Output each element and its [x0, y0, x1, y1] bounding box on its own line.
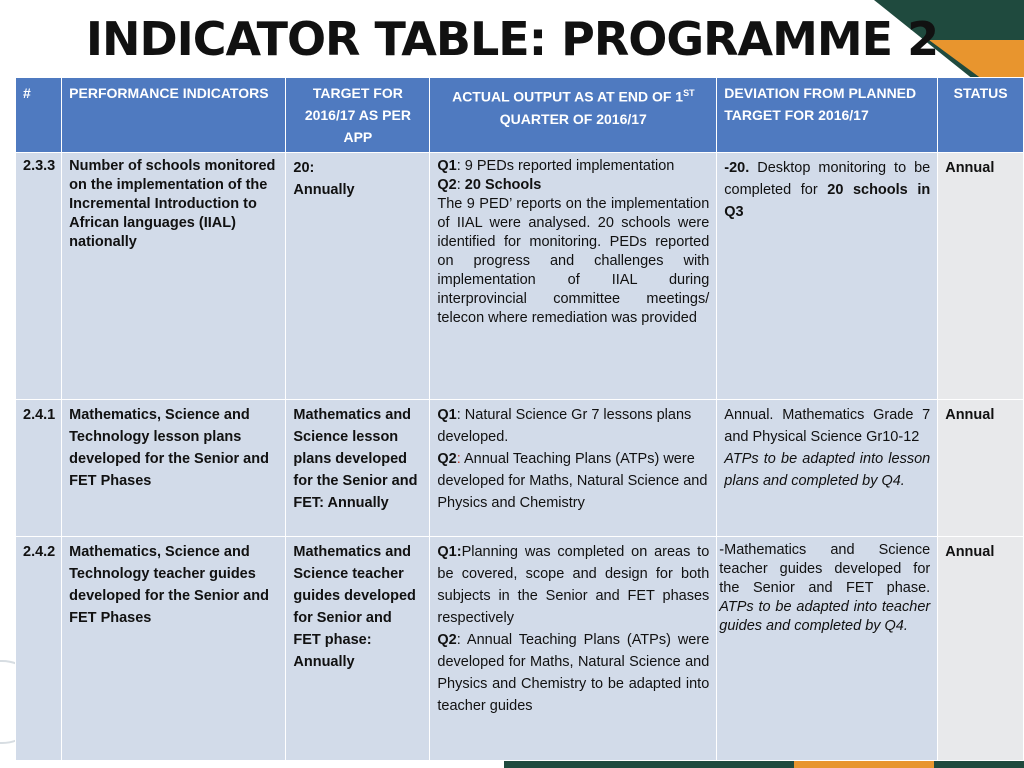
header-indicators: PERFORMANCE INDICATORS [62, 78, 286, 153]
header-num: # [16, 78, 62, 153]
q1-text: : 9 PEDs reported implementation [456, 158, 675, 174]
header-actual-b: QUARTER OF 2016/17 [499, 110, 647, 127]
q2-label: Q2 [437, 632, 457, 648]
row-indicator: Number of schools monitored on the implementation of the Incremental Introduction to African languages (IIAL) nationally [62, 153, 286, 400]
dev-text: Annual. Mathematics Grade 7 and Physical Science Gr10-12 [724, 407, 931, 445]
row-target-b: Annually [293, 182, 355, 198]
row-actual [430, 537, 717, 761]
header-deviation: DEVIATION FROM PLANNED TARGET FOR 2016/17 [717, 78, 938, 153]
row-num: 2.3.3 [16, 153, 62, 400]
q1-text: Planning was completed on areas to be covered, scope and design for both subjects in the Senior and FET phases respectively [437, 544, 710, 626]
row-status: Annual [938, 153, 1024, 400]
row-status: Annual [938, 400, 1024, 537]
q2-sep: : [456, 177, 465, 193]
page-title: INDICATOR TABLE: PROGRAMME 2 [85, 12, 939, 66]
row-num: 2.4.1 [16, 400, 62, 537]
table-header-row [16, 78, 1024, 153]
decorative-bottom-orange [794, 760, 934, 768]
header-target: TARGET FOR 2016/17 AS PER APP [286, 78, 430, 153]
table-row [16, 153, 1024, 400]
header-actual-a: ACTUAL OUTPUT AS AT END OF 1 [452, 88, 684, 105]
decorative-bottom-band [504, 760, 1024, 768]
q2-label: Q2 [437, 451, 457, 467]
dev-text: -Mathematics and Science teacher guides developed for the Senior and FET phase. [719, 542, 931, 596]
q2-bold: 20 Schools [464, 177, 542, 193]
dev-italic: ATPs to be adapted into lesson plans and completed by Q4. [724, 451, 931, 489]
row-indicator: Mathematics, Science and Technology teacher guides developed for the Senior and FET Phases [62, 537, 286, 761]
table-row [16, 400, 1024, 537]
q1-label: Q1 [437, 407, 457, 423]
q2-sep: : [456, 451, 461, 467]
header-actual [430, 78, 717, 153]
q2-text: Annual Teaching Plans (ATPs) were developed for Maths, Natural Science and Physics and Chemistry [437, 451, 708, 511]
header-actual-sup: ST [683, 88, 695, 98]
row-deviation [717, 153, 938, 400]
q1-text: : Natural Science Gr 7 lessons plans developed. [437, 407, 692, 445]
q2-label: Q2 [437, 177, 457, 193]
dev-bold2: 20 schools in Q3 [724, 182, 931, 220]
q1-label: Q1 [437, 158, 457, 174]
row-target-a: 20: [293, 160, 315, 176]
q1-label: Q1: [437, 544, 462, 560]
row-deviation [717, 537, 938, 761]
dev-italic: ATPs to be adapted into teacher guides and completed by Q4. [719, 599, 931, 634]
row-num: 2.4.2 [16, 537, 62, 761]
table-row [16, 537, 1024, 761]
dev-text: Desktop monitoring to be completed for [724, 160, 931, 198]
row-target: Mathematics and Science lesson plans developed for the Senior and FET: Annually [286, 400, 430, 537]
row-status: Annual [938, 537, 1024, 761]
indicator-table [15, 77, 1024, 761]
row-deviation [717, 400, 938, 537]
row-target [286, 153, 430, 400]
row-indicator: Mathematics, Science and Technology lesson plans developed for the Senior and FET Phases [62, 400, 286, 537]
row-actual [430, 153, 717, 400]
row-target: Mathematics and Science teacher guides developed for Senior and FET phase: Annually [286, 537, 430, 761]
dev-bold: -20. [724, 160, 750, 176]
header-status: STATUS [938, 78, 1024, 153]
q2-text: The 9 PED’ reports on the implementation of IIAL were analysed. 20 schools were identified for monitoring. PEDs reported on progress and challenges with implementation of IIAL during interprovincial committee meetings/ telecon where remediation was provided [437, 196, 710, 326]
row-actual [430, 400, 717, 537]
q2-text: : Annual Teaching Plans (ATPs) were developed for Maths, Natural Science and Physics and Chemistry to be adapted into teacher guides [437, 632, 710, 714]
